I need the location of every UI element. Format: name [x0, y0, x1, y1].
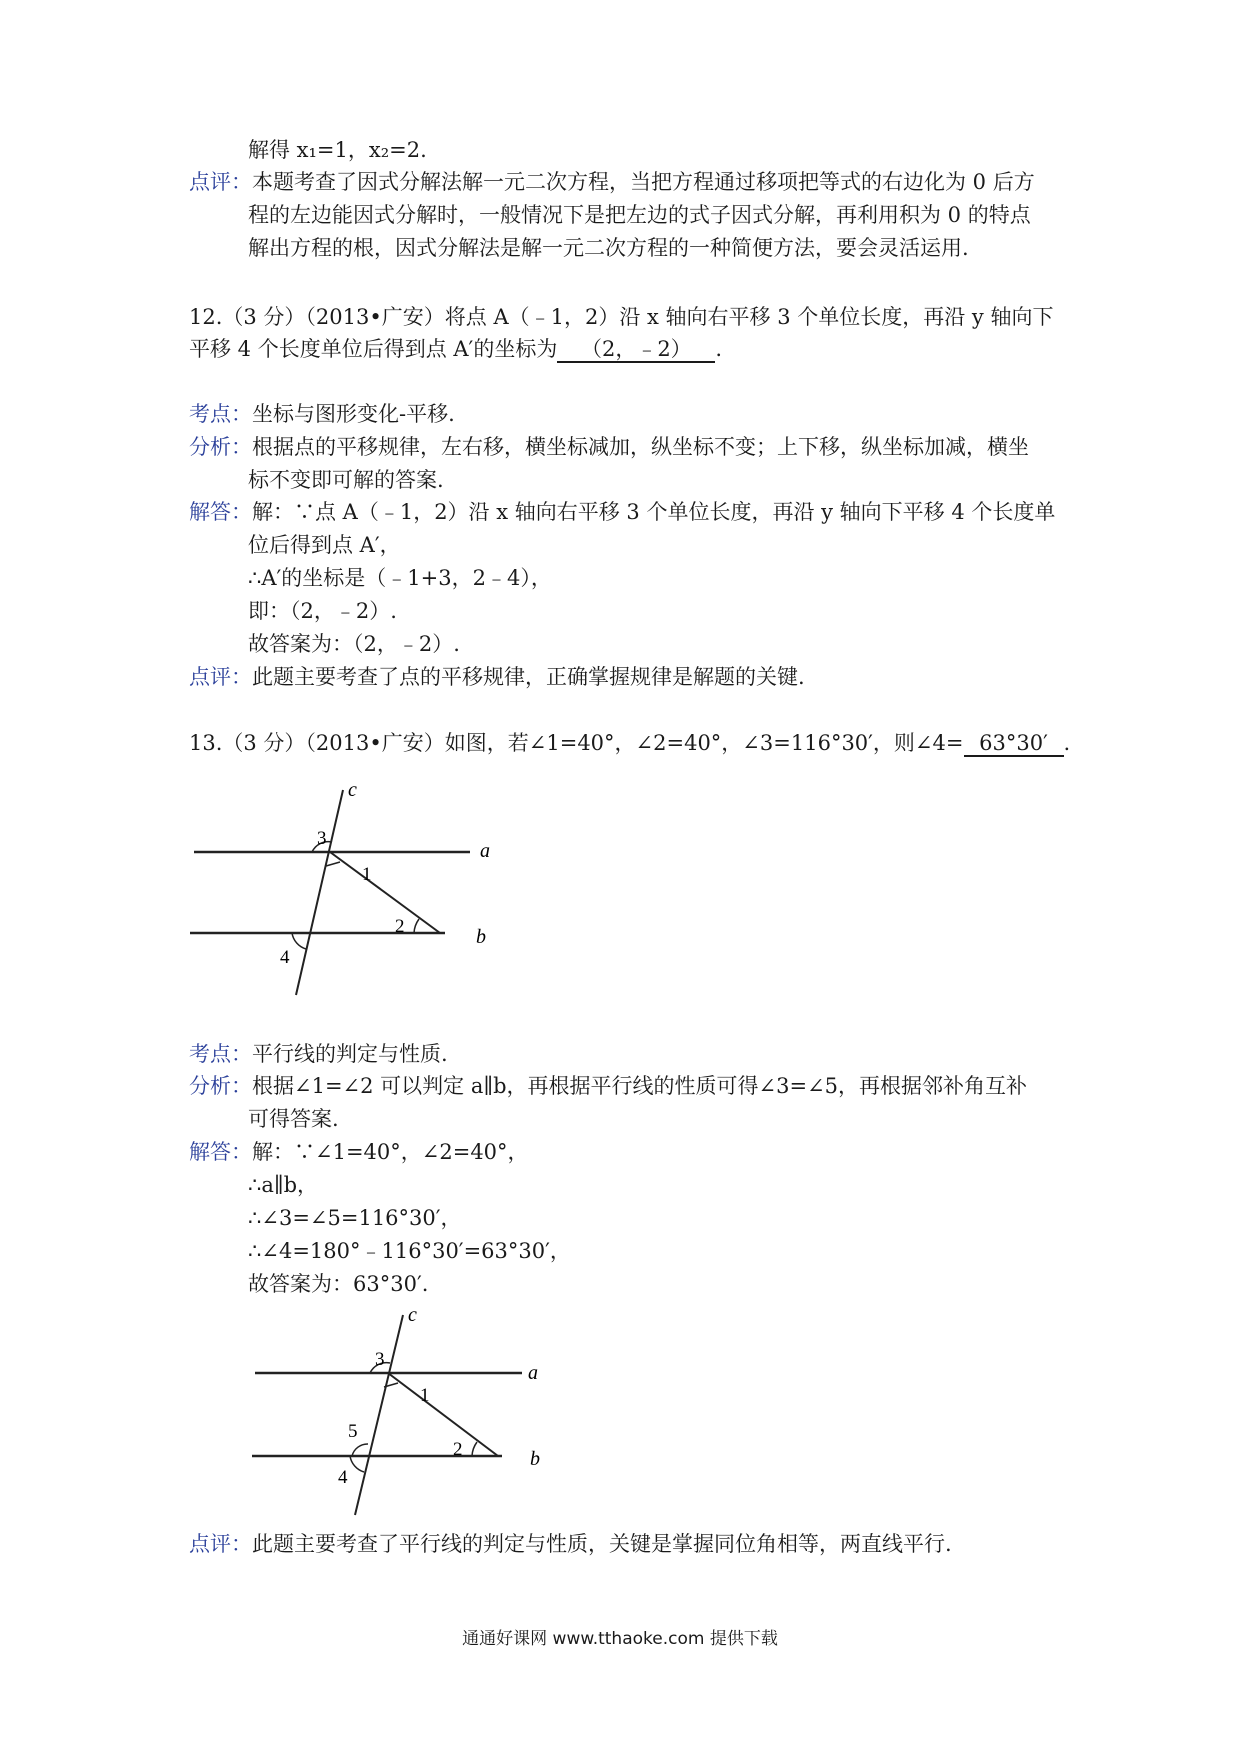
parallel-lines-figure-2: [240, 1305, 570, 1520]
angle-label-1: 1: [420, 1385, 430, 1406]
kaodian-label: 考点：: [189, 1042, 252, 1066]
prev-comment-line3: 解出方程的根，因式分解法是解一元二次方程的一种简便方法，要会灵活运用.: [248, 236, 969, 260]
parallel-lines-figure-1: [180, 780, 520, 1000]
label-b: b: [476, 926, 486, 948]
q13-jieda-line5: 故答案为：63°30′.: [248, 1272, 429, 1296]
page-footer: 通通好课网 www.tthaoke.com 提供下载: [462, 1629, 778, 1649]
q13-stem-text: 13.（3 分）（2013•广安）如图，若∠1=40°，∠2=40°，∠3=116°30′，则∠4=: [189, 731, 964, 755]
q12-kaodian: [189, 400, 455, 428]
q12-answer: （2，﹣2）: [557, 337, 715, 363]
label-c: c: [348, 780, 357, 801]
q12-fenxi-line2: 标不变即可解的答案.: [248, 468, 444, 492]
prev-comment-line2: 程的左边能因式分解时，一般情况下是把左边的式子因式分解，再利用积为 0 的特点: [248, 203, 1031, 227]
q13-answer: 63°30′: [964, 731, 1064, 757]
angle-label-3: 3: [317, 828, 327, 849]
q12-jieda-line4: 即：（2，﹣2）.: [248, 599, 397, 623]
q12-dianping: [189, 663, 805, 691]
q12-jieda-line5: 故答案为：（2，﹣2）.: [248, 632, 460, 656]
q13-jieda-line4: ∴∠4=180°﹣116°30′=63°30′，: [248, 1239, 571, 1263]
q12-jieda: [189, 498, 1055, 526]
kaodian-text: 平行线的判定与性质.: [252, 1042, 448, 1066]
label-c: c: [408, 1305, 417, 1326]
q12-stem-line2: [189, 335, 722, 363]
prev-comment: [189, 168, 1035, 196]
dianping-label: 点评：: [189, 1532, 252, 1556]
fenxi-label: 分析：: [189, 435, 252, 459]
jieda-label: 解答：: [189, 1140, 252, 1164]
q12-jieda-line2: 位后得到点 A′，: [248, 533, 401, 557]
q13-fenxi-line2: 可得答案.: [248, 1107, 339, 1131]
dianping-text: 此题主要考查了平行线的判定与性质，关键是掌握同位角相等，两直线平行.: [252, 1532, 952, 1556]
q12-fenxi: [189, 433, 1029, 461]
q12-stem-text: 平移 4 个长度单位后得到点 A′的坐标为: [189, 337, 558, 361]
q13-dianping: [189, 1530, 952, 1558]
dianping-label: 点评：: [189, 665, 252, 689]
label-a: a: [480, 840, 490, 862]
q12-jieda-line3: ∴A′的坐标是（﹣1+3，2﹣4），: [248, 566, 552, 590]
q13-stem: [189, 729, 1070, 757]
angle-label-5: 5: [348, 1421, 358, 1442]
q13-jieda: [189, 1138, 529, 1166]
q13-stem-end: .: [1063, 731, 1071, 755]
dianping-text: 此题主要考查了点的平移规律，正确掌握规律是解题的关键.: [252, 665, 805, 689]
angle-label-4: 4: [338, 1467, 348, 1488]
label-a: a: [528, 1362, 538, 1384]
q12-stem-line1: 12.（3 分）（2013•广安）将点 A（﹣1，2）沿 x 轴向右平移 3 个单位长度，再沿 y 轴向下: [189, 305, 1054, 329]
q13-jieda-line2: ∴a∥b，: [248, 1173, 319, 1197]
fenxi-text: 根据∠1=∠2 可以判定 a∥b，再根据平行线的性质可得∠3=∠5，再根据邻补角互补: [252, 1074, 1028, 1098]
q13-fenxi: [189, 1072, 1027, 1100]
jieda-label: 解答：: [189, 500, 252, 524]
angle-label-2: 2: [453, 1439, 463, 1460]
jieda-text: 解：∵点 A（﹣1，2）沿 x 轴向右平移 3 个单位长度，再沿 y 轴向下平移 4 个长度单: [252, 500, 1056, 524]
angle-label-3: 3: [375, 1349, 385, 1370]
fenxi-label: 分析：: [189, 1074, 252, 1098]
angle-label-4: 4: [280, 947, 290, 968]
q13-kaodian: [189, 1040, 448, 1068]
angle-label-2: 2: [395, 916, 405, 937]
label-b: b: [530, 1448, 540, 1470]
angle-label-1: 1: [362, 864, 372, 885]
comment-label: 点评：: [189, 170, 252, 194]
kaodian-label: 考点：: [189, 402, 252, 426]
q12-stem-end: .: [715, 337, 723, 361]
jieda-text: 解：∵∠1=40°，∠2=40°，: [252, 1140, 529, 1164]
q13-jieda-line3: ∴∠3=∠5=116°30′，: [248, 1206, 462, 1230]
prev-solution-line: 解得 x₁=1，x₂=2.: [248, 138, 427, 162]
kaodian-text: 坐标与图形变化-平移.: [252, 402, 455, 426]
fenxi-text: 根据点的平移规律，左右移，横坐标减加，纵坐标不变；上下移，纵坐标加减，横坐: [252, 435, 1029, 459]
comment-text: 本题考查了因式分解法解一元二次方程，当把方程通过移项把等式的右边化为 0 后方: [252, 170, 1035, 194]
